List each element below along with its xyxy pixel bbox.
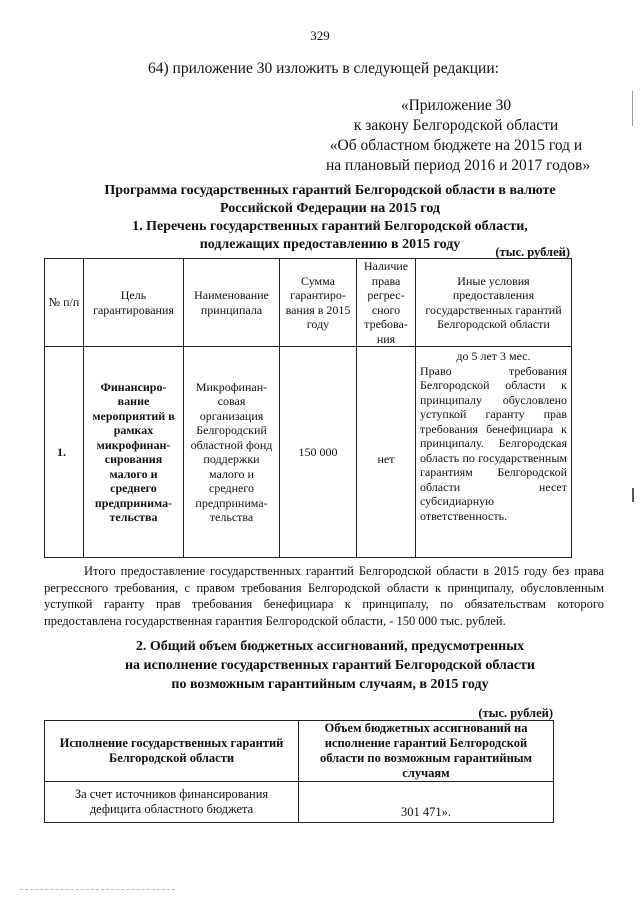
section1-title-line-2: Российской Федерации на 2015 год <box>219 201 440 216</box>
row-sum: 150 000 <box>280 347 357 558</box>
header-execution: Исполнение государственных гарантий Белгородской области <box>45 721 299 782</box>
table-row <box>45 347 572 558</box>
section1-title-line-4: подлежащих предоставлению в 2015 году <box>199 237 461 252</box>
section1-title <box>60 182 600 254</box>
conditions-text: Право требования Белгородской области к принципалу обусловлено уступкой гаранту прав требования бенефициара к принципалу. Белгородская область по государственным гарантиям Белгородской области несет субсидиарную ответственность. <box>420 363 567 523</box>
page-number: 329 <box>310 28 330 43</box>
section2-title-line-3: по возможным гарантийным случаям, в 2015 году <box>171 677 489 692</box>
section2-title-line-1: 2. Общий объем бюджетных ассигнований, предусмотренных <box>135 639 525 654</box>
row-conditions <box>416 347 572 558</box>
table-header-row <box>45 721 554 782</box>
row-amount: 301 471». <box>299 782 554 823</box>
appendix-line-1: «Приложение 30 <box>400 97 512 114</box>
appendix-line-4: на плановый период 2016 и 2017 годов» <box>326 157 591 174</box>
header-principal: Наименование принципала <box>184 259 280 347</box>
row-source: За счет источников финансирования дефицита областного бюджета <box>45 782 299 823</box>
allocations-table <box>44 720 554 823</box>
appendix-line-2: к закону Белгородской области <box>353 117 559 134</box>
appendix-heading <box>326 96 591 176</box>
row-regress: нет <box>357 347 416 558</box>
table-header-row <box>45 259 572 347</box>
section1-title-line-3: 1. Перечень государственных гарантий Белгородской области, <box>132 219 528 234</box>
conditions-term: до 5 лет 3 мес. <box>456 349 531 363</box>
appendix-line-3: «Об областном бюджете на 2015 год и <box>329 137 583 154</box>
intro-line: 64) приложение 30 изложить в следующей редакции: <box>148 60 499 77</box>
table2-unit: (тыс. рублей) <box>478 706 553 720</box>
row-num: 1. <box>45 347 84 558</box>
margin-mark <box>632 91 633 126</box>
header-regress: Наличие права регрес-сного требова-ния <box>357 259 416 347</box>
summary-paragraph: Итого предоставление государственных гарантий Белгородской области в 2015 году без права регрессного требования, с правом требования Белгородской области к принципалу, обусловленным уступкой гаранту прав требования бенефициара к принципалу, по обязательствам которого предоставлена государственная гарантия Белгородской области, - 150 000 тыс. рублей. <box>44 564 604 628</box>
guarantees-table <box>44 258 572 558</box>
header-conditions: Иные условия предоставления государственных гарантий Белгородской области <box>416 259 572 347</box>
section1-title-line-1: Программа государственных гарантий Белгородской области в валюте <box>104 183 556 198</box>
table-row <box>45 782 554 823</box>
margin-mark <box>632 488 634 502</box>
section2-title <box>70 637 590 694</box>
table1-unit: (тыс. рублей) <box>495 245 570 259</box>
section2-title-line-2: на исполнение государственных гарантий Белгородской области <box>124 658 535 673</box>
header-num: № п/п <box>45 259 84 347</box>
header-sum: Сумма гарантиро-вания в 2015 году <box>280 259 357 347</box>
row-principal: Микрофинан-совая организация Белгородский областной фонд поддержки малого и среднего предпринима-тельства <box>184 347 280 558</box>
row-goal: Финансиро-вание мероприятий в рамках микрофинан-сирования малого и среднего предпринима-тельства <box>84 347 184 558</box>
footer-divider <box>20 889 175 890</box>
header-goal: Цель гарантирования <box>84 259 184 347</box>
header-volume: Объем бюджетных ассигнований на исполнение гарантий Белгородской области по возможным гарантийным случаям <box>299 721 554 782</box>
